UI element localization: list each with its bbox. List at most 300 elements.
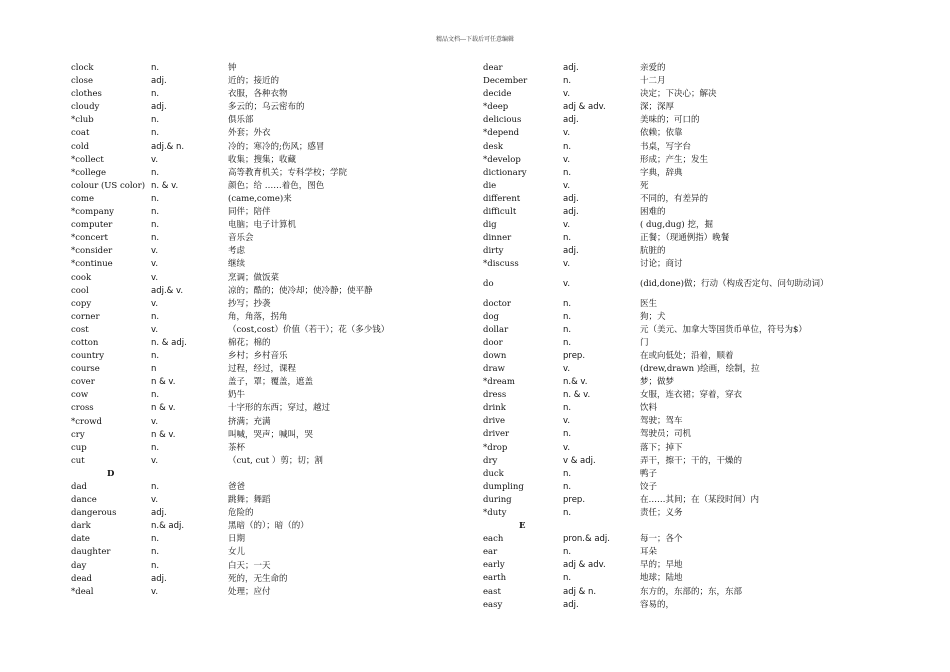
vocab-row	[71, 219, 448, 232]
vocab-row	[71, 141, 448, 154]
vocab-meaning: 死	[640, 180, 649, 191]
vocab-row	[483, 193, 840, 206]
vocab-row	[483, 127, 840, 140]
vocab-meaning: 爸爸	[228, 482, 246, 492]
vocab-meaning: 肮脏的	[640, 246, 666, 257]
vocab-meaning: 外套；外衣	[228, 128, 271, 139]
part-of-speech: adj.& v.	[151, 285, 184, 296]
part-of-speech: n.	[151, 534, 160, 545]
vocab-meaning: 困难的	[640, 207, 666, 218]
vocab-word: east	[483, 586, 501, 597]
part-of-speech: v.	[563, 180, 571, 191]
vocab-word: *develop	[483, 154, 521, 165]
vocab-word: *continue	[71, 259, 113, 270]
vocab-meaning: 地球；陆地	[640, 573, 683, 584]
vocab-word: early	[483, 560, 505, 571]
vocab-word: dirty	[483, 246, 504, 257]
part-of-speech: n.	[563, 468, 572, 479]
vocab-meaning: 叫喊，哭声；喊叫，哭	[228, 429, 314, 440]
vocab-word: during	[483, 494, 512, 505]
vocab-word: cut	[71, 455, 85, 466]
part-of-speech: n.	[151, 390, 160, 401]
vocab-meaning: ( dug,dug) 挖，掘	[640, 220, 713, 231]
vocab-word: draw	[483, 363, 505, 374]
vocab-row	[71, 402, 448, 415]
right-vocabulary-column	[483, 62, 840, 612]
vocab-meaning: 梦；做梦	[640, 377, 675, 388]
vocab-row	[483, 363, 840, 376]
left-vocabulary-column	[71, 62, 448, 599]
vocab-meaning: 乡村；乡村音乐	[228, 351, 288, 362]
vocab-meaning: 饺子	[640, 481, 658, 492]
vocab-row	[71, 167, 448, 180]
vocab-meaning: 过程，经过，课程	[228, 364, 297, 375]
vocab-row	[71, 494, 448, 507]
vocab-row	[71, 88, 448, 101]
vocab-row	[71, 442, 448, 455]
vocab-row	[71, 573, 448, 586]
vocab-word: colour (US color)	[71, 180, 146, 191]
vocab-meaning: 黑暗（的）；暗（的）	[228, 521, 309, 532]
vocab-row	[483, 442, 840, 455]
part-of-speech: v.	[151, 154, 159, 165]
vocab-meaning: 衣服，各种衣物	[228, 89, 288, 100]
vocab-word: dance	[71, 495, 97, 506]
vocab-meaning: 深；深厚	[640, 102, 675, 113]
vocab-word: cross	[71, 403, 94, 414]
vocab-meaning: 钟	[228, 63, 237, 73]
vocab-row	[483, 258, 840, 271]
vocab-row	[483, 180, 840, 193]
part-of-speech: n.	[151, 128, 160, 139]
part-of-speech: adj.& n.	[151, 141, 185, 152]
vocab-meaning: 继续	[228, 259, 246, 270]
vocab-meaning: 书桌，写字台	[640, 141, 692, 152]
part-of-speech: adj.	[151, 508, 167, 519]
vocab-meaning: 正餐；（现通例指）晚餐	[640, 233, 730, 244]
vocab-row	[483, 167, 840, 180]
vocab-row	[483, 272, 840, 298]
vocab-row	[483, 75, 840, 88]
part-of-speech: n.& v.	[563, 377, 588, 388]
vocab-row	[483, 376, 840, 389]
vocab-word: difficult	[483, 207, 517, 218]
vocab-word: drink	[483, 403, 506, 414]
part-of-speech: n.	[151, 560, 160, 571]
part-of-speech: v.	[563, 442, 571, 453]
vocab-row	[483, 154, 840, 167]
part-of-speech: n.	[563, 324, 572, 335]
vocab-word: cost	[71, 324, 89, 335]
vocab-row	[483, 350, 840, 363]
vocab-row	[71, 350, 448, 363]
vocab-word: *concert	[71, 233, 108, 244]
vocab-word: earth	[483, 573, 507, 584]
vocab-meaning: 多云的；乌云密布的	[228, 102, 305, 113]
vocab-meaning: 盖子，罩；覆盖，遮盖	[228, 377, 314, 388]
vocab-row	[71, 546, 448, 559]
part-of-speech: n.	[563, 337, 572, 348]
part-of-speech: adj & adv.	[563, 102, 606, 113]
part-of-speech: v.	[151, 324, 159, 335]
part-of-speech: v.	[563, 363, 571, 374]
vocab-row	[71, 481, 448, 494]
part-of-speech: v.	[563, 259, 571, 270]
part-of-speech: adj.	[151, 102, 167, 113]
part-of-speech: adj.	[563, 246, 579, 257]
vocab-meaning: 高等教育机关；专科学校；学院	[228, 167, 348, 178]
vocab-row	[71, 298, 448, 311]
vocab-row	[483, 468, 840, 481]
section-letter: D	[107, 468, 115, 479]
part-of-speech: n.	[563, 167, 572, 178]
vocab-meaning: 烹调；做饭菜	[228, 272, 280, 283]
vocab-word: driver	[483, 429, 510, 440]
vocab-meaning: 死的，无生命的	[228, 573, 288, 584]
part-of-speech: adj.	[563, 115, 579, 126]
part-of-speech: v.	[151, 272, 159, 283]
vocab-word: do	[483, 279, 494, 289]
vocab-word: ear	[483, 547, 498, 558]
part-of-speech: n.	[563, 233, 572, 244]
vocab-row	[483, 586, 840, 599]
part-of-speech: n.	[151, 482, 160, 492]
vocab-meaning: 女儿	[228, 547, 246, 558]
vocab-meaning: 驾驶；驾车	[640, 416, 683, 427]
vocab-row	[483, 402, 840, 415]
vocab-word: dress	[483, 390, 507, 401]
vocab-meaning: 狗；犬	[640, 311, 666, 322]
vocab-row	[71, 560, 448, 573]
part-of-speech: prep.	[563, 350, 586, 361]
vocab-word: coat	[71, 128, 90, 139]
vocab-meaning: 耳朵	[640, 547, 658, 558]
vocab-word: cover	[71, 377, 95, 388]
vocab-row	[71, 533, 448, 546]
vocab-meaning: 依赖；依靠	[640, 128, 683, 139]
part-of-speech: n & v.	[151, 377, 176, 388]
vocab-meaning: 鸭子	[640, 468, 658, 479]
vocab-row	[483, 415, 840, 428]
vocab-word: *deal	[71, 586, 94, 597]
vocab-row	[71, 507, 448, 520]
part-of-speech: n. & v.	[151, 180, 179, 191]
vocab-meaning: 弄干，擦干；干的，干燥的	[640, 455, 743, 466]
vocab-row	[71, 455, 448, 468]
vocab-word: decide	[483, 89, 512, 100]
vocab-row	[483, 546, 840, 559]
vocab-word: course	[71, 364, 100, 375]
vocab-word: *duty	[483, 508, 507, 518]
part-of-speech: adj.	[563, 63, 579, 73]
vocab-row	[71, 272, 448, 285]
vocab-row	[483, 494, 840, 507]
vocab-word: clock	[71, 63, 94, 73]
vocab-row	[71, 180, 448, 193]
vocab-row	[71, 232, 448, 245]
part-of-speech: pron.& adj.	[563, 534, 610, 545]
vocab-meaning: (drew,drawn )绘画，绘制，拉	[640, 363, 760, 374]
vocab-word: day	[71, 560, 87, 571]
part-of-speech: n.	[563, 141, 572, 152]
part-of-speech: adj & n.	[563, 586, 597, 597]
vocab-meaning: 冷的；寒冷的;伤风；感冒	[228, 141, 325, 152]
vocab-meaning: 门	[640, 337, 649, 348]
vocab-meaning: 跳舞；舞蹈	[228, 495, 271, 506]
vocab-meaning: 亲爱的	[640, 63, 666, 73]
vocab-meaning: （cut, cut ）剪；切；割	[228, 455, 323, 466]
vocab-meaning: 凉的；酷的；使冷却；使冷静；使平静	[228, 285, 373, 296]
vocab-word: daughter	[71, 547, 111, 558]
part-of-speech: v.	[563, 220, 571, 231]
vocab-row	[71, 363, 448, 376]
vocab-meaning: (did,done)做；行动（构成否定句、问句助动词）	[640, 279, 829, 289]
vocab-row	[71, 62, 448, 75]
vocab-row	[71, 324, 448, 337]
vocab-meaning: 美味的；可口的	[640, 115, 700, 126]
vocab-meaning: 容易的，	[640, 599, 675, 610]
part-of-speech: n.	[563, 481, 572, 492]
vocab-word: *consider	[71, 246, 113, 257]
part-of-speech: v.	[151, 495, 159, 506]
vocab-word: dead	[71, 573, 92, 584]
vocab-word: cup	[71, 442, 87, 453]
vocab-word: dark	[71, 521, 91, 532]
vocab-row	[71, 337, 448, 350]
vocab-word: copy	[71, 298, 92, 309]
part-of-speech: n.	[151, 193, 160, 204]
part-of-speech: n. & adj.	[151, 337, 187, 348]
vocab-row	[71, 154, 448, 167]
vocab-meaning: 字典，辞典	[640, 167, 683, 178]
vocab-row	[483, 206, 840, 219]
vocab-meaning: 形成；产生；发生	[640, 154, 709, 165]
vocab-word: each	[483, 534, 504, 545]
vocab-meaning: 俱乐部	[228, 115, 254, 126]
part-of-speech: adj.	[563, 193, 579, 204]
vocab-word: date	[71, 534, 90, 545]
page-header: 精品文档---下载后可任意编辑	[435, 36, 515, 43]
vocab-row	[71, 206, 448, 219]
vocab-word: *crowd	[71, 416, 102, 427]
vocab-word: cold	[71, 141, 90, 152]
vocab-meaning: 考虑	[228, 246, 246, 257]
vocab-meaning: 落下；掉下	[640, 442, 683, 453]
part-of-speech: adj.	[563, 599, 579, 610]
vocab-word: come	[71, 193, 94, 204]
vocab-row	[483, 572, 840, 585]
part-of-speech: n.	[563, 403, 572, 414]
vocab-word: cool	[71, 285, 89, 296]
vocab-word: cook	[71, 272, 92, 283]
vocab-meaning: 元（美元、加拿大等国货币单位，符号为$）	[640, 324, 807, 335]
vocab-word: delicious	[483, 115, 522, 126]
vocab-row	[71, 75, 448, 88]
vocab-row	[71, 285, 448, 298]
vocab-row	[483, 62, 840, 75]
vocab-meaning: 棉花；棉的	[228, 337, 271, 348]
part-of-speech: n.	[563, 429, 572, 440]
vocab-meaning: 东方的，东部的；东，东部	[640, 586, 743, 597]
vocab-row	[483, 507, 840, 520]
part-of-speech: v.	[151, 298, 159, 309]
part-of-speech: n.	[563, 76, 572, 87]
vocab-meaning: 日期	[228, 534, 246, 545]
vocab-word: die	[483, 180, 497, 191]
vocab-row	[483, 232, 840, 245]
vocab-word: corner	[71, 311, 100, 322]
vocab-row	[71, 193, 448, 206]
vocab-meaning: 十二月	[640, 76, 666, 87]
vocab-word: dig	[483, 220, 497, 231]
vocab-meaning: 白天；一天	[228, 560, 271, 571]
vocab-meaning: 每一；各个	[640, 534, 683, 545]
part-of-speech: n & v.	[151, 403, 176, 414]
vocab-word: dry	[483, 455, 498, 466]
vocab-meaning: 音乐会	[228, 233, 254, 244]
vocab-word: dad	[71, 482, 87, 492]
vocab-meaning: 角，角落，拐角	[228, 311, 288, 322]
vocab-word: cotton	[71, 337, 99, 348]
vocab-row	[483, 481, 840, 494]
vocab-row	[483, 337, 840, 350]
vocab-meaning: 早的；早地	[640, 560, 683, 571]
part-of-speech: n.	[151, 220, 160, 231]
part-of-speech: adj.	[151, 76, 167, 87]
vocab-row	[71, 258, 448, 271]
vocab-word: close	[71, 76, 93, 87]
vocab-word: easy	[483, 599, 503, 610]
vocab-meaning: 在……其间；在（某段时间）内	[640, 494, 760, 505]
part-of-speech: n. & v.	[563, 390, 591, 401]
vocab-row	[71, 245, 448, 258]
part-of-speech: n & v.	[151, 429, 176, 440]
part-of-speech: n.	[563, 311, 572, 322]
part-of-speech: adj.	[151, 573, 167, 584]
vocab-word: cow	[71, 390, 89, 401]
vocab-word: dollar	[483, 324, 509, 335]
vocab-word: clothes	[71, 89, 102, 100]
vocab-word: desk	[483, 141, 503, 152]
part-of-speech: n.	[563, 573, 572, 584]
part-of-speech: v.	[151, 259, 159, 270]
vocab-word: dog	[483, 311, 499, 322]
vocab-row	[483, 533, 840, 546]
vocab-row	[71, 114, 448, 127]
vocab-meaning: 讨论；商讨	[640, 259, 683, 270]
vocab-meaning: 驾驶员；司机	[640, 429, 692, 440]
vocab-word: dumpling	[483, 481, 524, 492]
vocab-meaning: (came,come)来	[228, 193, 292, 204]
vocab-row	[71, 376, 448, 389]
part-of-speech: v.	[151, 246, 159, 257]
part-of-speech: n.	[151, 233, 160, 244]
vocab-word: *deep	[483, 102, 509, 113]
vocab-word: *collect	[71, 154, 104, 165]
vocab-word: *club	[71, 115, 94, 126]
part-of-speech: v.	[151, 586, 159, 597]
vocab-row	[71, 101, 448, 114]
vocab-word: drive	[483, 416, 506, 427]
vocab-row	[71, 416, 448, 429]
part-of-speech: n.	[151, 89, 160, 100]
vocab-word: dear	[483, 63, 503, 73]
part-of-speech: v.	[151, 455, 159, 466]
section-letter: E	[519, 521, 526, 532]
part-of-speech: v.	[563, 89, 571, 100]
vocab-meaning: 在或向低处；沿着，顺着	[640, 350, 734, 361]
vocab-row	[483, 245, 840, 258]
part-of-speech: v.	[563, 128, 571, 139]
vocab-meaning: 奶牛	[228, 390, 246, 401]
vocab-meaning: 颜色；给 ……着色，图色	[228, 180, 325, 191]
vocab-row	[71, 389, 448, 402]
vocab-meaning: 决定；下决心；解决	[640, 89, 717, 100]
vocab-word: *depend	[483, 128, 520, 139]
vocab-word: *drop	[483, 442, 508, 453]
vocab-meaning: 茶杯	[228, 442, 246, 453]
vocab-meaning: （cost,cost）价值（若干）；花（多少钱）	[228, 324, 390, 335]
vocab-meaning: 饮料	[640, 403, 658, 414]
part-of-speech: v.	[151, 416, 159, 427]
vocab-meaning: 处理；应付	[228, 586, 271, 597]
vocab-meaning: 收集；搜集；收藏	[228, 154, 297, 165]
part-of-speech: v.	[563, 279, 571, 289]
vocab-row	[71, 311, 448, 324]
part-of-speech: n.	[151, 167, 160, 178]
vocab-word: December	[483, 76, 528, 87]
part-of-speech: v.	[563, 416, 571, 427]
vocab-word: doctor	[483, 298, 511, 309]
part-of-speech: n.	[563, 298, 572, 309]
part-of-speech: n.	[563, 508, 572, 518]
vocab-meaning: 女服，连衣裙；穿着，穿衣	[640, 390, 743, 401]
vocab-meaning: 抄写；抄袭	[228, 298, 271, 309]
vocab-row	[71, 586, 448, 599]
part-of-speech: adj & adv.	[563, 560, 606, 571]
vocab-meaning: 电脑；电子计算机	[228, 220, 297, 231]
part-of-speech: n.	[563, 547, 572, 558]
vocab-word: dangerous	[71, 508, 117, 519]
part-of-speech: n.& adj.	[151, 521, 185, 532]
vocab-word: cry	[71, 429, 85, 440]
vocab-meaning: 近的；接近的	[228, 76, 280, 87]
vocab-row	[483, 559, 840, 572]
part-of-speech: n.	[151, 63, 160, 73]
vocab-word: down	[483, 350, 507, 361]
vocab-row	[483, 389, 840, 402]
vocab-row	[483, 88, 840, 101]
vocab-word: *discuss	[483, 259, 519, 270]
vocab-row	[483, 324, 840, 337]
vocab-meaning: 危险的	[228, 508, 254, 519]
part-of-speech: v.	[563, 154, 571, 165]
part-of-speech: n.	[151, 207, 160, 218]
vocab-meaning: 责任；义务	[640, 508, 683, 518]
vocab-meaning: 不同的，有差异的	[640, 193, 709, 204]
part-of-speech: v & adj.	[563, 455, 596, 466]
part-of-speech: n.	[151, 442, 160, 453]
vocab-word: *dream	[483, 377, 515, 388]
vocab-row	[483, 101, 840, 114]
vocab-row	[483, 219, 840, 232]
vocab-word: different	[483, 193, 521, 204]
vocab-row	[71, 520, 448, 533]
vocab-word: *company	[71, 207, 114, 218]
vocab-meaning: 同伴；陪伴	[228, 207, 271, 218]
vocab-word: *college	[71, 167, 107, 178]
part-of-speech: adj.	[563, 207, 579, 218]
